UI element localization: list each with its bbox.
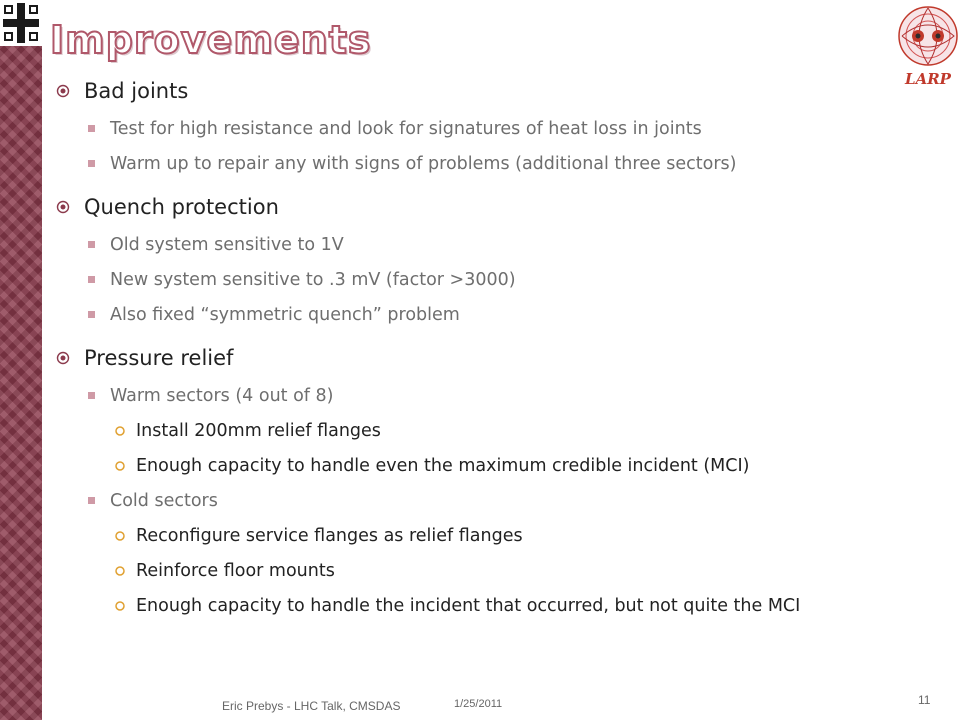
list-item bbox=[56, 117, 916, 141]
ring-bullet-icon bbox=[114, 460, 126, 472]
fermilab-logo bbox=[0, 0, 42, 46]
square-bullet-icon bbox=[88, 311, 95, 318]
section-heading bbox=[56, 192, 916, 222]
circle-bullet-icon bbox=[56, 84, 70, 98]
square-bullet-icon bbox=[88, 241, 95, 248]
sub-list-item bbox=[56, 559, 916, 583]
list-item bbox=[56, 489, 916, 513]
footer-author: Eric Prebys - LHC Talk, CMSDAS bbox=[222, 699, 401, 713]
sidebar-band bbox=[0, 0, 42, 720]
list-item bbox=[56, 152, 916, 176]
section-heading-text: Quench protection bbox=[84, 195, 279, 219]
sub-list-item-text: Reconfigure service flanges as relief flanges bbox=[136, 526, 523, 546]
sub-list-item-text: Enough capacity to handle the incident that occurred, but not quite the MCI bbox=[136, 596, 801, 616]
list-item bbox=[56, 384, 916, 408]
circle-bullet-icon bbox=[56, 351, 70, 365]
sub-list-item-text: Reinforce floor mounts bbox=[136, 561, 335, 581]
square-bullet-icon bbox=[88, 392, 95, 399]
section-heading-text: Bad joints bbox=[84, 79, 189, 103]
sub-list-item bbox=[56, 419, 916, 443]
larp-magnet-icon bbox=[896, 4, 960, 68]
list-item-text: Old system sensitive to 1V bbox=[110, 235, 344, 255]
bullet-list bbox=[56, 76, 916, 618]
list-item-text: Cold sectors bbox=[110, 491, 218, 511]
ring-bullet-icon bbox=[114, 565, 126, 577]
slide-title: Improvements bbox=[50, 18, 372, 62]
sub-list-item bbox=[56, 594, 916, 618]
fermilab-logo-icon bbox=[0, 0, 42, 46]
footer-date: 1/25/2011 bbox=[454, 698, 503, 710]
list-item bbox=[56, 303, 916, 327]
list-item bbox=[56, 233, 916, 257]
circle-bullet-icon bbox=[56, 200, 70, 214]
larp-logo-text: LARP bbox=[905, 70, 951, 88]
sub-list-item bbox=[56, 524, 916, 548]
sub-list-item-text: Install 200mm relief flanges bbox=[136, 421, 381, 441]
ring-bullet-icon bbox=[114, 530, 126, 542]
ring-bullet-icon bbox=[114, 425, 126, 437]
square-bullet-icon bbox=[88, 497, 95, 504]
section-heading bbox=[56, 76, 916, 106]
list-item-text: Test for high resistance and look for signatures of heat loss in joints bbox=[110, 119, 702, 139]
list-item-text: Warm up to repair any with signs of problems (additional three sectors) bbox=[110, 154, 737, 174]
section-heading-text: Pressure relief bbox=[84, 346, 234, 370]
slide-number: 11 bbox=[918, 693, 931, 707]
square-bullet-icon bbox=[88, 160, 95, 167]
square-bullet-icon bbox=[88, 276, 95, 283]
sub-list-item-text: Enough capacity to handle even the maximum credible incident (MCI) bbox=[136, 456, 750, 476]
list-item-text: Also fixed “symmetric quench” problem bbox=[110, 305, 460, 325]
sub-list-item bbox=[56, 454, 916, 478]
list-item-text: New system sensitive to .3 mV (factor >3000) bbox=[110, 270, 516, 290]
ring-bullet-icon bbox=[114, 600, 126, 612]
list-item-text: Warm sectors (4 out of 8) bbox=[110, 386, 334, 406]
list-item bbox=[56, 268, 916, 292]
section-heading bbox=[56, 343, 916, 373]
square-bullet-icon bbox=[88, 125, 95, 132]
